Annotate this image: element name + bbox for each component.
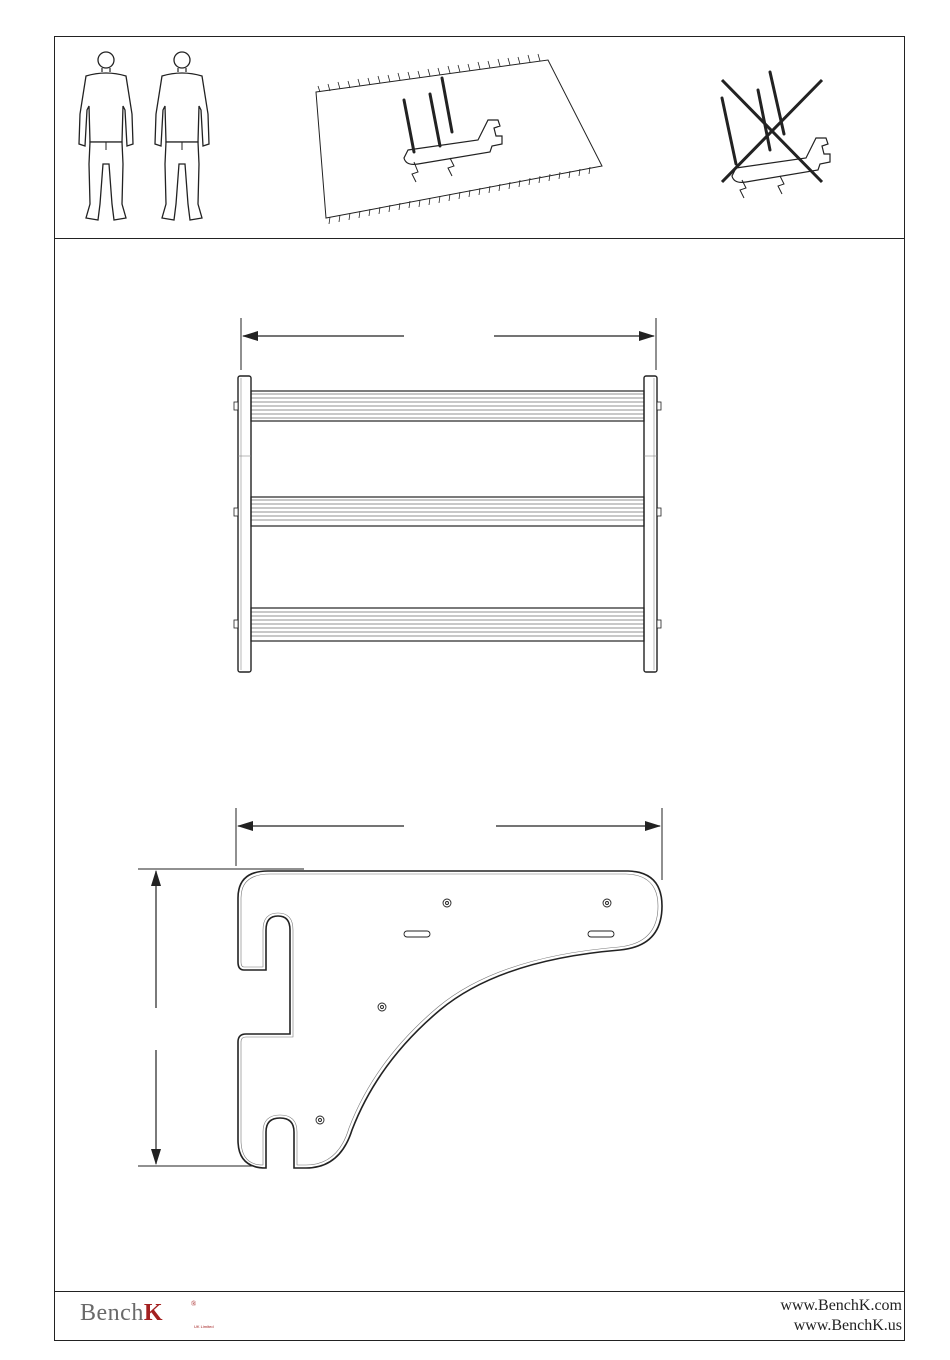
logo-name-main: Bench xyxy=(80,1300,144,1326)
logo-registered-mark: ® xyxy=(191,1300,197,1308)
two-person-icon xyxy=(79,52,209,220)
logo-name-accent: K xyxy=(143,1300,163,1326)
benchk-logo xyxy=(80,1300,220,1334)
bracket-side-view-drawing xyxy=(138,808,662,1168)
url-secondary-link[interactable]: www.BenchK.us xyxy=(793,1317,902,1334)
url-primary-link[interactable]: www.BenchK.com xyxy=(780,1297,902,1314)
footer-urls xyxy=(780,1296,902,1336)
front-view-drawing xyxy=(234,318,661,672)
rug-assembly-icon xyxy=(316,54,602,224)
prohibited-icon xyxy=(722,72,830,198)
logo-wordmark xyxy=(80,1300,163,1326)
logo-tagline: UK Limited xyxy=(194,1324,214,1329)
